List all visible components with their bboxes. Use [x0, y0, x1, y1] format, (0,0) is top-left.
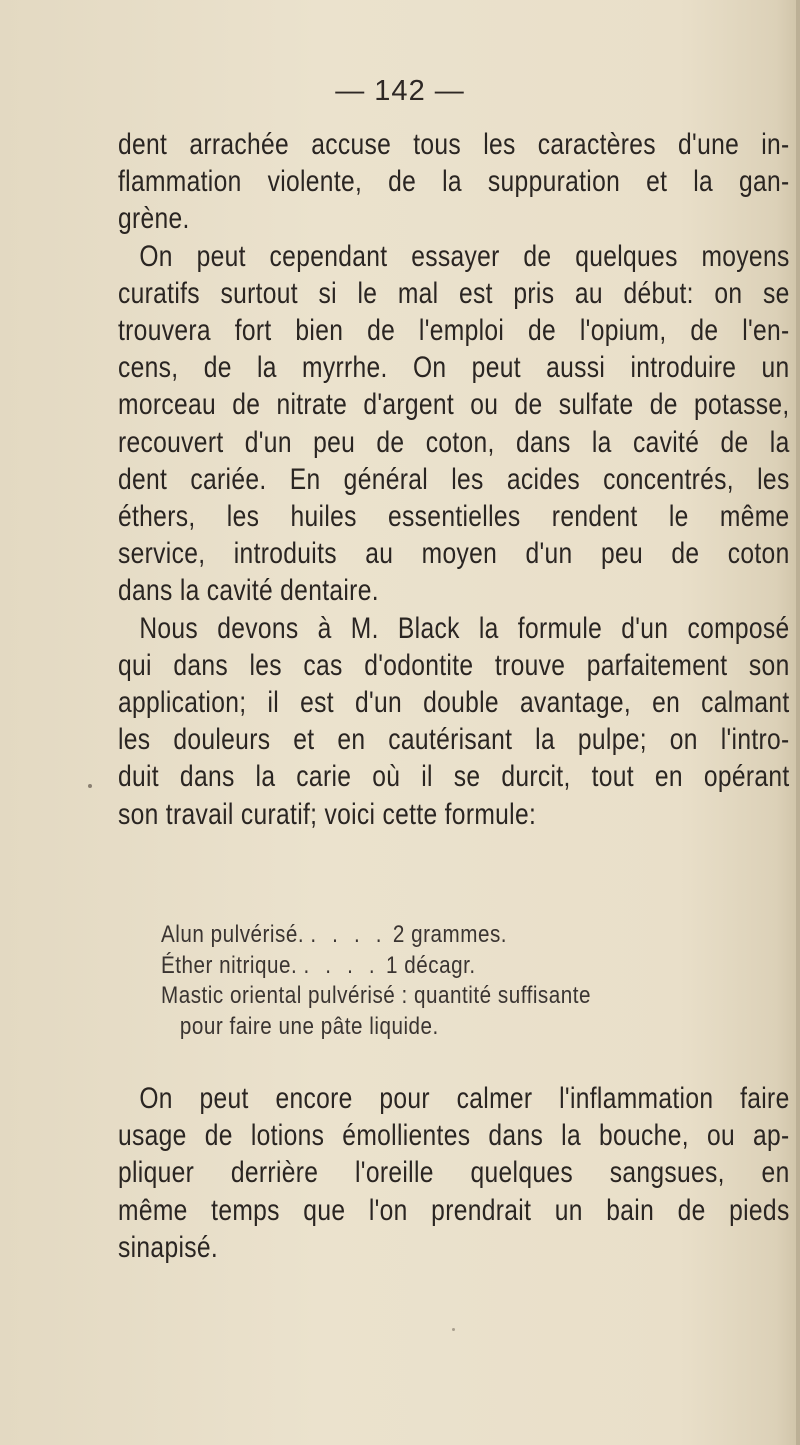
page-number: — 142 — [335, 75, 465, 107]
text-line: cens, de la myrrhe. On peut aussi introduire un [118, 351, 790, 385]
paragraph-1 [118, 126, 793, 238]
text-line: sinapisé. [118, 1230, 219, 1264]
text-line: qui dans les cas d'odontite trouve parfaitement son [118, 648, 790, 682]
text-line: son travail curatif; voici cette formule: [118, 797, 537, 831]
recipe-item-mastic: Mastic oriental pulvérisé : quantité suffisante [161, 982, 592, 1009]
text-line: grène. [118, 202, 190, 236]
text-line: morceau de nitrate d'argent ou de sulfate de potasse, [118, 388, 790, 422]
text-line: application; il est d'un double avantage, en calmant [118, 686, 790, 720]
leader-dots: . . . . [303, 951, 380, 979]
page-edge [796, 0, 800, 1445]
paragraph-4 [118, 1080, 793, 1266]
text-line: dans la cavité dentaire. [118, 574, 379, 608]
ingredient-quantity: 1 décagr. [386, 951, 476, 979]
ingredient-quantity: 2 grammes. [392, 921, 508, 948]
text-line: duit dans la carie où il se durcit, tout en opérant [118, 760, 790, 794]
body-text [118, 126, 793, 833]
text-line: éthers, les huiles essentielles rendent le même [118, 500, 790, 534]
paper-speck [452, 1328, 455, 1331]
text-line: Nous devons à M. Black la formule d'un composé [139, 611, 790, 645]
text-line: pliquer derrière l'oreille quelques sangsues, en [118, 1156, 790, 1190]
recipe-item-mastic-continued: pour faire une pâte liquide. [179, 1012, 439, 1040]
text-line: trouvera fort bien de l'emploi de l'opium, de l'en- [118, 314, 790, 348]
recipe-formula [161, 920, 761, 1042]
text-line: recouvert d'un peu de coton, dans la cavité de la [118, 425, 790, 459]
text-line: dent arrachée accuse tous les caractères d'une in- [118, 128, 790, 161]
paper-speck [88, 784, 92, 788]
text-line: dent cariée. En général les acides concentrés, les [118, 462, 790, 496]
paragraph-2 [118, 238, 793, 610]
ingredient-name: Alun pulvérisé. [161, 921, 305, 948]
leader-dots: . . . . [310, 921, 387, 948]
paragraph-3 [118, 610, 793, 833]
text-line: On peut encore pour calmer l'inflammation faire [139, 1082, 790, 1115]
ingredient-name: Éther nitrique. [161, 951, 298, 979]
text-line: On peut cependant essayer de quelques moyens [139, 239, 790, 273]
text-line: même temps que l'on prendrait un bain de pieds [118, 1193, 790, 1227]
text-line: usage de lotions émollientes dans la bouche, ou ap- [118, 1119, 790, 1153]
text-line: service, introduits au moyen d'un peu de coton [118, 537, 790, 571]
text-line: curatifs surtout si le mal est pris au début: on se [118, 276, 790, 310]
recipe-item-ether [161, 951, 677, 982]
text-line: les douleurs et en cautérisant la pulpe; on l'intro- [118, 723, 790, 757]
text-line: flammation violente, de la suppuration et la gan- [118, 165, 790, 199]
recipe-item-alun [161, 920, 677, 951]
